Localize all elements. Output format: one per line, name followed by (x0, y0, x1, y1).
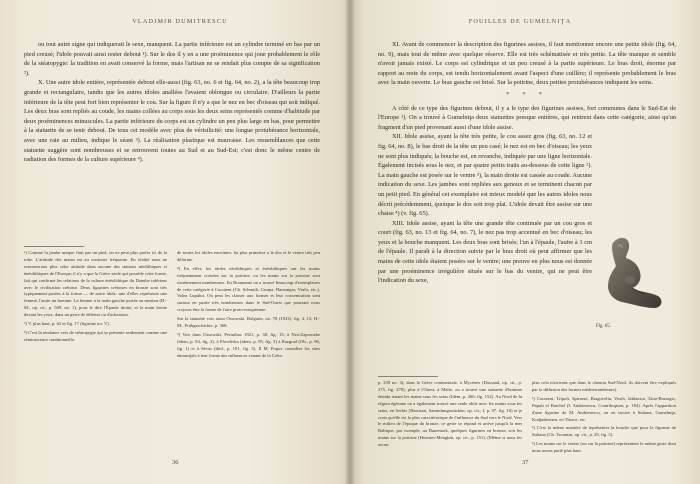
section-separator-stars: * * * (506, 91, 548, 98)
footnote-divider (378, 376, 438, 377)
right-page-number: 37 (522, 459, 529, 466)
left-body-text (24, 40, 320, 165)
right-paragraph-3: XII. Idole assise, ayant la tête très petite, le cou assez gros (fig. 63, no. 12 et fig. 64, no. 8), le bas droit de la tête un peu casé; le nez est en bec d'oiseau; les yeux ne sont plus indiqués; la bouche est, en revanche, indiquée par une ligne horizontale. Également incisés sous le nez, et par quatre petits traits au-dessous de cette ligne ²). La main gauche est posée sur le ventre ³), la main droite est cassée au coude. Aucune indication du sexe. Les jambes sont repliées aux genoux et se terminent chacun par un petit pied. En général cet exemplaire est mieux modelé que les autres idoles nous décrit précédemment, quoique le dos soit trop plat. L'idole devait être assise sur une chaise ⁴) (v. fig. 65). (378, 133, 592, 218)
left-paragraph-2: X. Une autre idole entière, représentée debout elle-aussi (fig. 63, no. 6 et fig. 64, no. 2), a la tête beaucoup trop grande et rectangulaire, tandis que les autres idoles anallées l'avaient oblongue ou circulaire. D'ailleurs la partie inférieure de la tête peut fort bien représenter le cou. Sur la figure il n'y a que le nez en bec d'oiseau qui soit indiqué. Les deux bras sont repliés au coude, les mains collées au corps sous les deux seins représentés comme d'habitude par deux proéminences minuscules. La partie inférieure du corps est un cylindre un peu plus large en bas, pour permettre à la statuette de se tenir debout. De tous cet modèle avec plus de vérisilicité: une longue protubérance horizontale, avec une raie au milieu, indique le séant ³). La réalisation plastique est mauvaise. Les ressemblances que cette statuette suggère sont nombreuses et se retrouvent toutes au Sud et au Sud-Est; c'est donc le même centre de radiation des formes de la culture supérieure ⁴). (24, 79, 320, 164)
left-footnotes-col-2 (177, 250, 320, 362)
footnote: ⁴) En effet, les idoles néolithiques et énéolithiques ont les mains fréquemment croisées sur la poitrine, ou les mains sur la poitrine sont extrêmement nombreuses. En Roumanie on a trouvé beaucoup d'exemplaires de cette catégorie à Cucuteni (Ch. Schmidt, Gruma, Hamangia, Vinča, etc.), Valea Lupului. On peut les classer aux formes et leur concentration sont surtout en partie très nombreuses dans le Sud-Ouest que pourtant nous croyons être la forme de l'aire proto-européenne. (177, 265, 320, 313)
left-footnotes-col-1 (24, 250, 167, 362)
footnote: p. 239 no. 3), dans la Grèce continentale, à Mycènes (Dussaud, op. cit., p. 275, fig. 278); plus à l'Ouest, à Malte, on a trouvé une statuette d'homme étendu tenant les mains sous les seins (Idem, p. 266. fig. 152). Au Nord de la région égéenne on a également trouvé une seule idole avec les mains sous les seins, en Serbie (Harrison, Sammlungsstücken, op. cit., I, p. 97, fig. 16) et je crois qu'elle est la plus caractéristique de l'influence du Sud vers le Nord. Vers le milieu de l'époque du bronze, ce geste se répand et arrive jusqu'à la mer Baltique, par exemple, au Danemark, quelques figurines en bronze, soit les mains sur la poitrine (Hoernes-Menghin, op. cit., p. 151). (Même si nous les avons (378, 380, 522, 448)
left-paragraph-1: ou tout autre signe qui indiquerait le sexe, manquent. La partie inférieure est un cylindre terminé en bas par un pied creusé; l'idole pouvait ainsi rester debout ¹). Sur le dos il y en a une proéminence qui jone probablement le rôle de la stéatopygie: la tradition en avait conservé la forme, mais l'artisan ne se rendait plus compte de sa signification ²). (24, 41, 320, 77)
footnote: plus cela n'arrivent que dans le chemin Sud-Nord, ils doivent être expliqués par la diffusion des formes méditerranéennes). (532, 380, 676, 392)
left-footnotes (24, 250, 320, 362)
right-paragraph-1: XI. Avant de commencer la description des figurines assises, il faut mentionner encore une petite idole (fig. 64, no. 9), mais tout de même avec quelque réserve. Elle est très schématisée et très petite. La tête manque et semble n'avoir jamais existé. Le corps est cylindrique et un peu creusé à la partie supérieure. Le bras droit, énorme par rapport au reste du corps, est tendu horizontalement avant l'aspect d'une cuillère; il représente probablement le bras avec la main ouverte. Le bras gauche est brisé. Sur la poitrine, deux petites protubérances indiquent les seins. (378, 41, 676, 87)
footnote: ²) C'est la même manière de représenter la bouche que pour la figurine de Sultana (Ch. Tsountas, op. cit., p. 29, fig. 5). (532, 425, 676, 438)
footnote: ¹) Comme la jambe unique finit par un pied, on ne peut plus parler ici de la robe. L'attitude des mains est au contraire fréquente. En réalité nous ne retrouverons plus cette attitude dans aucune des stations néolithiques et énéolithiques de l'Europe; il n'y a que la Grèce seule qui possède cette forme, fait qui confirme les relations de la culture énéolithique du Danube inférieur avec le civilisation crétoise. Deux figurines crétoises en bronze sont très typiquement posées à la forme — de notre idole: une d'elles représente une femme, l'autre un homme. La femme a la main gauche portée au menton (H.-M., op. cit., p. 509, no. 1), pour le dire l'Épaule droite, et la main droite devant les yeux, dans un geste de défense ou d'adoration. (24, 250, 167, 318)
right-footnotes (378, 380, 676, 457)
footnote: ²) V. plus haut, p. 63 et fig. 17 (figurine no. V). (24, 321, 110, 327)
footnote: ⁵) Voir dans Ossowski, Perinthos 1921, p. 38, fig. 15; à Nea-Zaporozhe (idem, p. 94, fig. 2); à Plovdivka (idem, p. 95, fig. 3) à Razgrad (Ob., p. 96, fig. 1) et à Sèvas (ibid., p. 101, fig. 5). Il M. Popov considère les sites émancipés à leur forme des influences venant de la Crète. (177, 331, 320, 358)
right-page (350, 0, 700, 484)
book-gutter (345, 0, 355, 484)
right-paragraph-4: XIII. Idole assise, ayant la tête une grande tête continuée par un cou gros et court (fig. 63, no. 13 et fig. 64, no. 7), le nez pas trop accentué en bec d'oiseau; les yeux et la bouche manquent. Les deux bras sont brisés: l'un à l'épaule, l'autre à 1 cm de l'épaule. Il paraît à la direction suivie par le bras droit où peut affirmer que les mains de cette idole étaient posées sur le ventre; une preuve en plus nous est donnée par une proéminence irrégulière située sur le bas du ventre, qui ne peut être l'indication du sexe, (378, 219, 592, 285)
footnote: Sur la statuette voir aussi Ossowski, Bulgarie, no. 78 (1923), fig. 4, 15; H.-M., Frühgeschichte, p. 368. (177, 316, 320, 329)
footnote: ¹) Cucuteni, Tripoli, Spirneni, Bragoveliu, Vinča, Jablanica, Tatar-Bazargic, Papuli et Butchel (I. Andriesescu, Contribuţiuni, p. 184). Après l'apparition d'une figurine de M. Andriesescu, on en trouve à Sultana, Gumelniţa, Kodjadermen, en Thrace, etc. (532, 395, 676, 422)
right-running-head: FOUILLES DE GUMELNIŢA (468, 18, 572, 25)
footnote: de toutes les idoles enceintes. Sa plus primitive a le dos et le ventre très peu déforme. (177, 250, 320, 262)
seated-idol-figure-image (588, 232, 674, 318)
right-footnotes-col-1 (378, 380, 522, 457)
right-paragraph-2: A côté de ce type des figurines debout, il y a le type des figurines assises, fort communes dans le Sud-Est de l'Europe ¹). On a trouvé à Gumelniţa deux statuettes presque entières, qui rentrent dans cette catégorie, ainsi qu'un fragment d'un pied provenant aussi d'une idole assise. (378, 104, 676, 131)
footnote: ³) C'est la tendance vers de stéatopygie qui se présente seulement comme une réminiscence traditionnelle. (24, 329, 167, 342)
figure-caption: Fig. 65. (596, 324, 611, 329)
footnote-divider (24, 246, 84, 247)
footnote: ³) Les mains sur le ventre (ou sur la poitrine) représentent le même geste dont nous avons parlé plus haut. (532, 441, 676, 454)
right-footnotes-col-2 (532, 380, 676, 457)
left-running-head: VLADIMIR DUMITRESCU (132, 18, 228, 25)
left-page-number: 36 (172, 459, 179, 466)
